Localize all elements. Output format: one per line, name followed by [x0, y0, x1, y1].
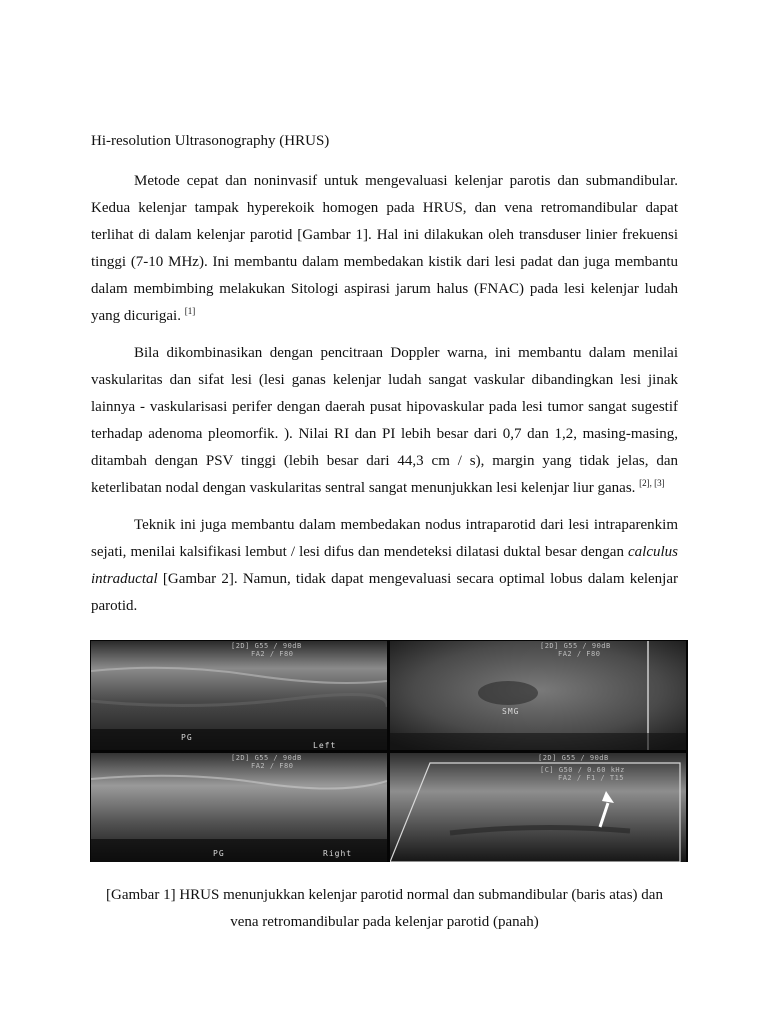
paragraph-3-text: Teknik ini juga membantu dalam membedakan nodus intraparotid dari lesi intraparenkim sejati, menilai kalsifikasi lembut / lesi difus dan mendeteksi dilatasi duktal besar dengan — [91, 517, 678, 560]
panel-label: PG — [181, 733, 193, 742]
caption-line-1: [Gambar 1] HRUS menunjukkan kelenjar parotid normal dan submandibular (baris atas) dan — [106, 887, 663, 903]
caption-line-2: vena retromandibular pada kelenjar parotid (panah) — [230, 914, 539, 930]
panel-label: Right — [323, 849, 353, 858]
ultrasound-image — [91, 753, 387, 862]
scan-header: [2D] G55 / 90dB — [540, 642, 611, 650]
ultrasound-figure — [90, 640, 688, 862]
scan-header: FA2 / F1 / T15 — [558, 774, 625, 782]
ultrasound-panel-retromandibular-vein — [390, 753, 686, 862]
paragraph-2 — [91, 340, 678, 502]
panel-label: Left — [313, 741, 337, 750]
scan-header: [2D] G55 / 90dB — [231, 754, 302, 762]
italic-term: calculus intraductal — [91, 544, 678, 587]
scan-header: [2D] G55 / 90dB — [538, 754, 609, 762]
paragraph-3 — [91, 512, 678, 620]
paragraph-1 — [91, 168, 678, 330]
citation-ref: [2], [3] — [639, 478, 665, 488]
ultrasound-image — [390, 641, 686, 750]
section-heading: Hi-resolution Ultrasonography (HRUS) — [91, 133, 330, 149]
scan-header: FA2 / F80 — [251, 762, 294, 770]
ultrasound-panel-parotid-left — [91, 641, 387, 750]
ultrasound-image — [91, 641, 387, 750]
paragraph-2-text: Bila dikombinasikan dengan pencitraan Doppler warna, ini membantu dalam menilai vaskularitas dan sifat lesi (lesi ganas kelenjar ludah sangat vaskular dibandingkan lesi jinak lainnya - vaskularisasi perifer dengan daerah pusat hipovaskular pada lesi tumor sangat sugestif terhadap adenoma pleomorfik. ). Nilai RI dan PI lebih besar dari 0,7 dan 1,2, masing-masing, ditambah dengan PSV tinggi (lebih besar dari 44,3 cm / s), margin yang tidak jelas, dan keterlibatan nodal dengan vaskularitas sentral sangat menunjukkan lesi kelenjar liur ganas. — [91, 345, 678, 496]
citation-ref: [1] — [184, 306, 196, 316]
panel-label: SMG — [502, 707, 520, 716]
ultrasound-image — [390, 753, 686, 862]
scan-header: FA2 / F80 — [558, 650, 601, 658]
figure-caption — [91, 882, 678, 936]
scan-header: [C] G50 / 0.60 kHz — [540, 766, 625, 774]
paragraph-1-text: Metode cepat dan noninvasif untuk mengevaluasi kelenjar parotis dan submandibular. Kedua kelenjar tampak hyperekoik homogen pada HRUS, dan vena retromandibular dapat terlihat di dalam kelenjar parotid [Gambar 1]. Hal ini dilakukan oleh transduser linier frekuensi tinggi (7-10 MHz). Ini membantu dalam membedakan kistik dari lesi padat dan juga membantu dalam membimbing melakukan Sitologi aspirasi jarum halus (FNAC) pada lesi kelenjar ludah yang dicurigai. — [91, 173, 678, 324]
panel-label: PG — [213, 849, 225, 858]
ultrasound-panel-submandibular — [390, 641, 686, 750]
ultrasound-panel-parotid-right — [91, 753, 387, 862]
paragraph-3-text-end: [Gambar 2]. Namun, tidak dapat mengevaluasi secara optimal lobus dalam kelenjar parotid. — [91, 571, 678, 614]
scan-header: [2D] G55 / 90dB — [231, 642, 302, 650]
scan-header: FA2 / F80 — [251, 650, 294, 658]
